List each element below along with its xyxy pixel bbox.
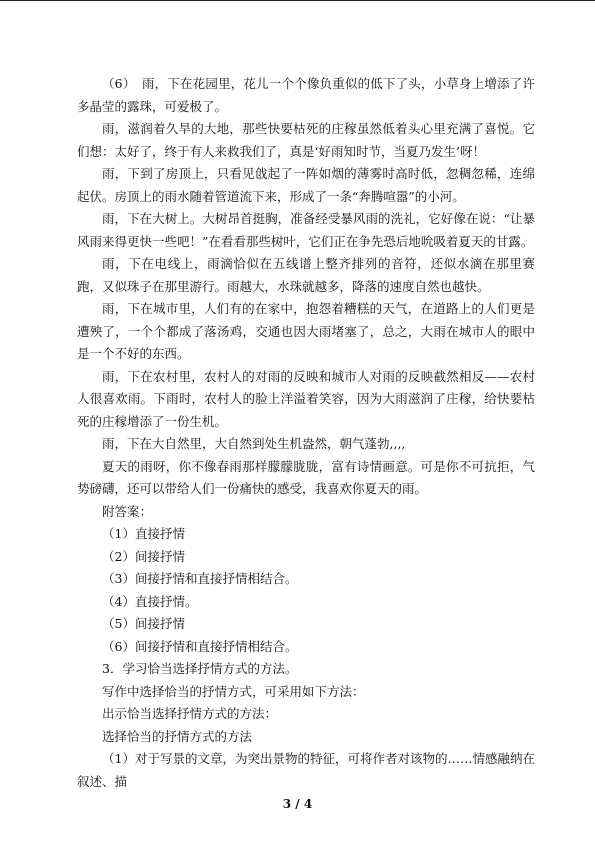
paragraph-rooftop: 雨，下到了房顶上，只看见戗起了一阵如烟的薄雾时高时低，忽稠忽稀，连绵起伏。房顶上的雨水随着管道流下来，形成了一条“奔腾喧嚣”的小河。 [77, 166, 535, 204]
answer-item-3: （3）间接抒情和直接抒情相结合。 [102, 571, 298, 586]
method-title: 选择恰当的抒情方式的方法 [102, 728, 253, 744]
document-body [77, 73, 535, 793]
paragraph-village: 雨，下在农村里，农村人的对雨的反映和城市人对雨的反映截然相反——农村人很喜欢雨。下雨时，农村人的脸上洋溢着笑容，因为大雨滋润了庄稼，给快要枯死的庄稼增添了一份生机。 [77, 368, 535, 429]
paragraph-city: 雨，下在城市里，人们有的在家中，抱怨着糟糕的天气，在道路上的人们更是遭殃了，一个个都成了落汤鸡，交通也因大雨堵塞了，总之，大雨在城市人的眼中是一个不好的东西。 [77, 301, 535, 361]
answer-item-2: （2）间接抒情 [102, 548, 185, 564]
paragraph-garden: （6） 雨，下在花园里，花儿一个个像负重似的低下了头，小草身上增添了许多晶莹的露珠，可爱极了。 [77, 76, 535, 114]
method-show: 出示恰当选择抒情方式的方法： [102, 706, 278, 721]
paragraph-earth: 雨，滋润着久旱的大地，那些快要枯死的庄稼虽然低着头心里充满了喜悦。它们想：太好了，终于有人来救我们了，真是‘好雨知时节，当夏乃发生’呀！ [77, 121, 535, 159]
answer-item-5: （5）间接抒情 [102, 616, 185, 631]
header-rule [0, 0, 595, 1]
paragraph-wire: 雨，下在电线上，雨滴恰似在五线谱上整齐排列的音符，还似水滴在那里赛跑，又似珠子在那里游行。雨越大，水珠就越多，降落的速度自然也越快。 [77, 256, 535, 294]
method-item-1: （1）对于写景的文章，为突出景物的特征，可将作者对该物的……情感融纳在叙述、描 [77, 751, 535, 789]
answer-item-4: （4）直接抒情。 [102, 593, 198, 609]
section-heading: 3．学习恰当选择抒情方式的方法。 [102, 661, 298, 676]
paragraph-tree: 雨，下在大树上。大树昂首挺胸，准备经受暴风雨的洗礼，它好像在说：“让暴风雨来得更快一些吧！”在看看那些树叶，它们正在争先恐后地吮吸着夏天的甘露。 [77, 211, 535, 249]
method-intro: 写作中选择恰当的抒情方式，可采用如下方法： [102, 683, 365, 699]
answer-item-1: （1）直接抒情 [102, 526, 185, 541]
answer-heading: 附答案： [102, 503, 153, 519]
paragraph-summer-rain: 夏天的雨呀，你不像春雨那样朦朦胧胧，富有诗情画意。可是你不可抗拒，气势磅礴，还可以带给人们一份痛快的感受，我喜欢你夏天的雨。 [77, 458, 535, 496]
page-number: 3 / 4 [282, 797, 313, 811]
answer-item-6: （6）间接抒情和直接抒情相结合。 [102, 638, 298, 654]
paragraph-nature: 雨，下在大自然里，大自然到处生机盎然，朝气蓬勃,,,, [102, 436, 406, 451]
